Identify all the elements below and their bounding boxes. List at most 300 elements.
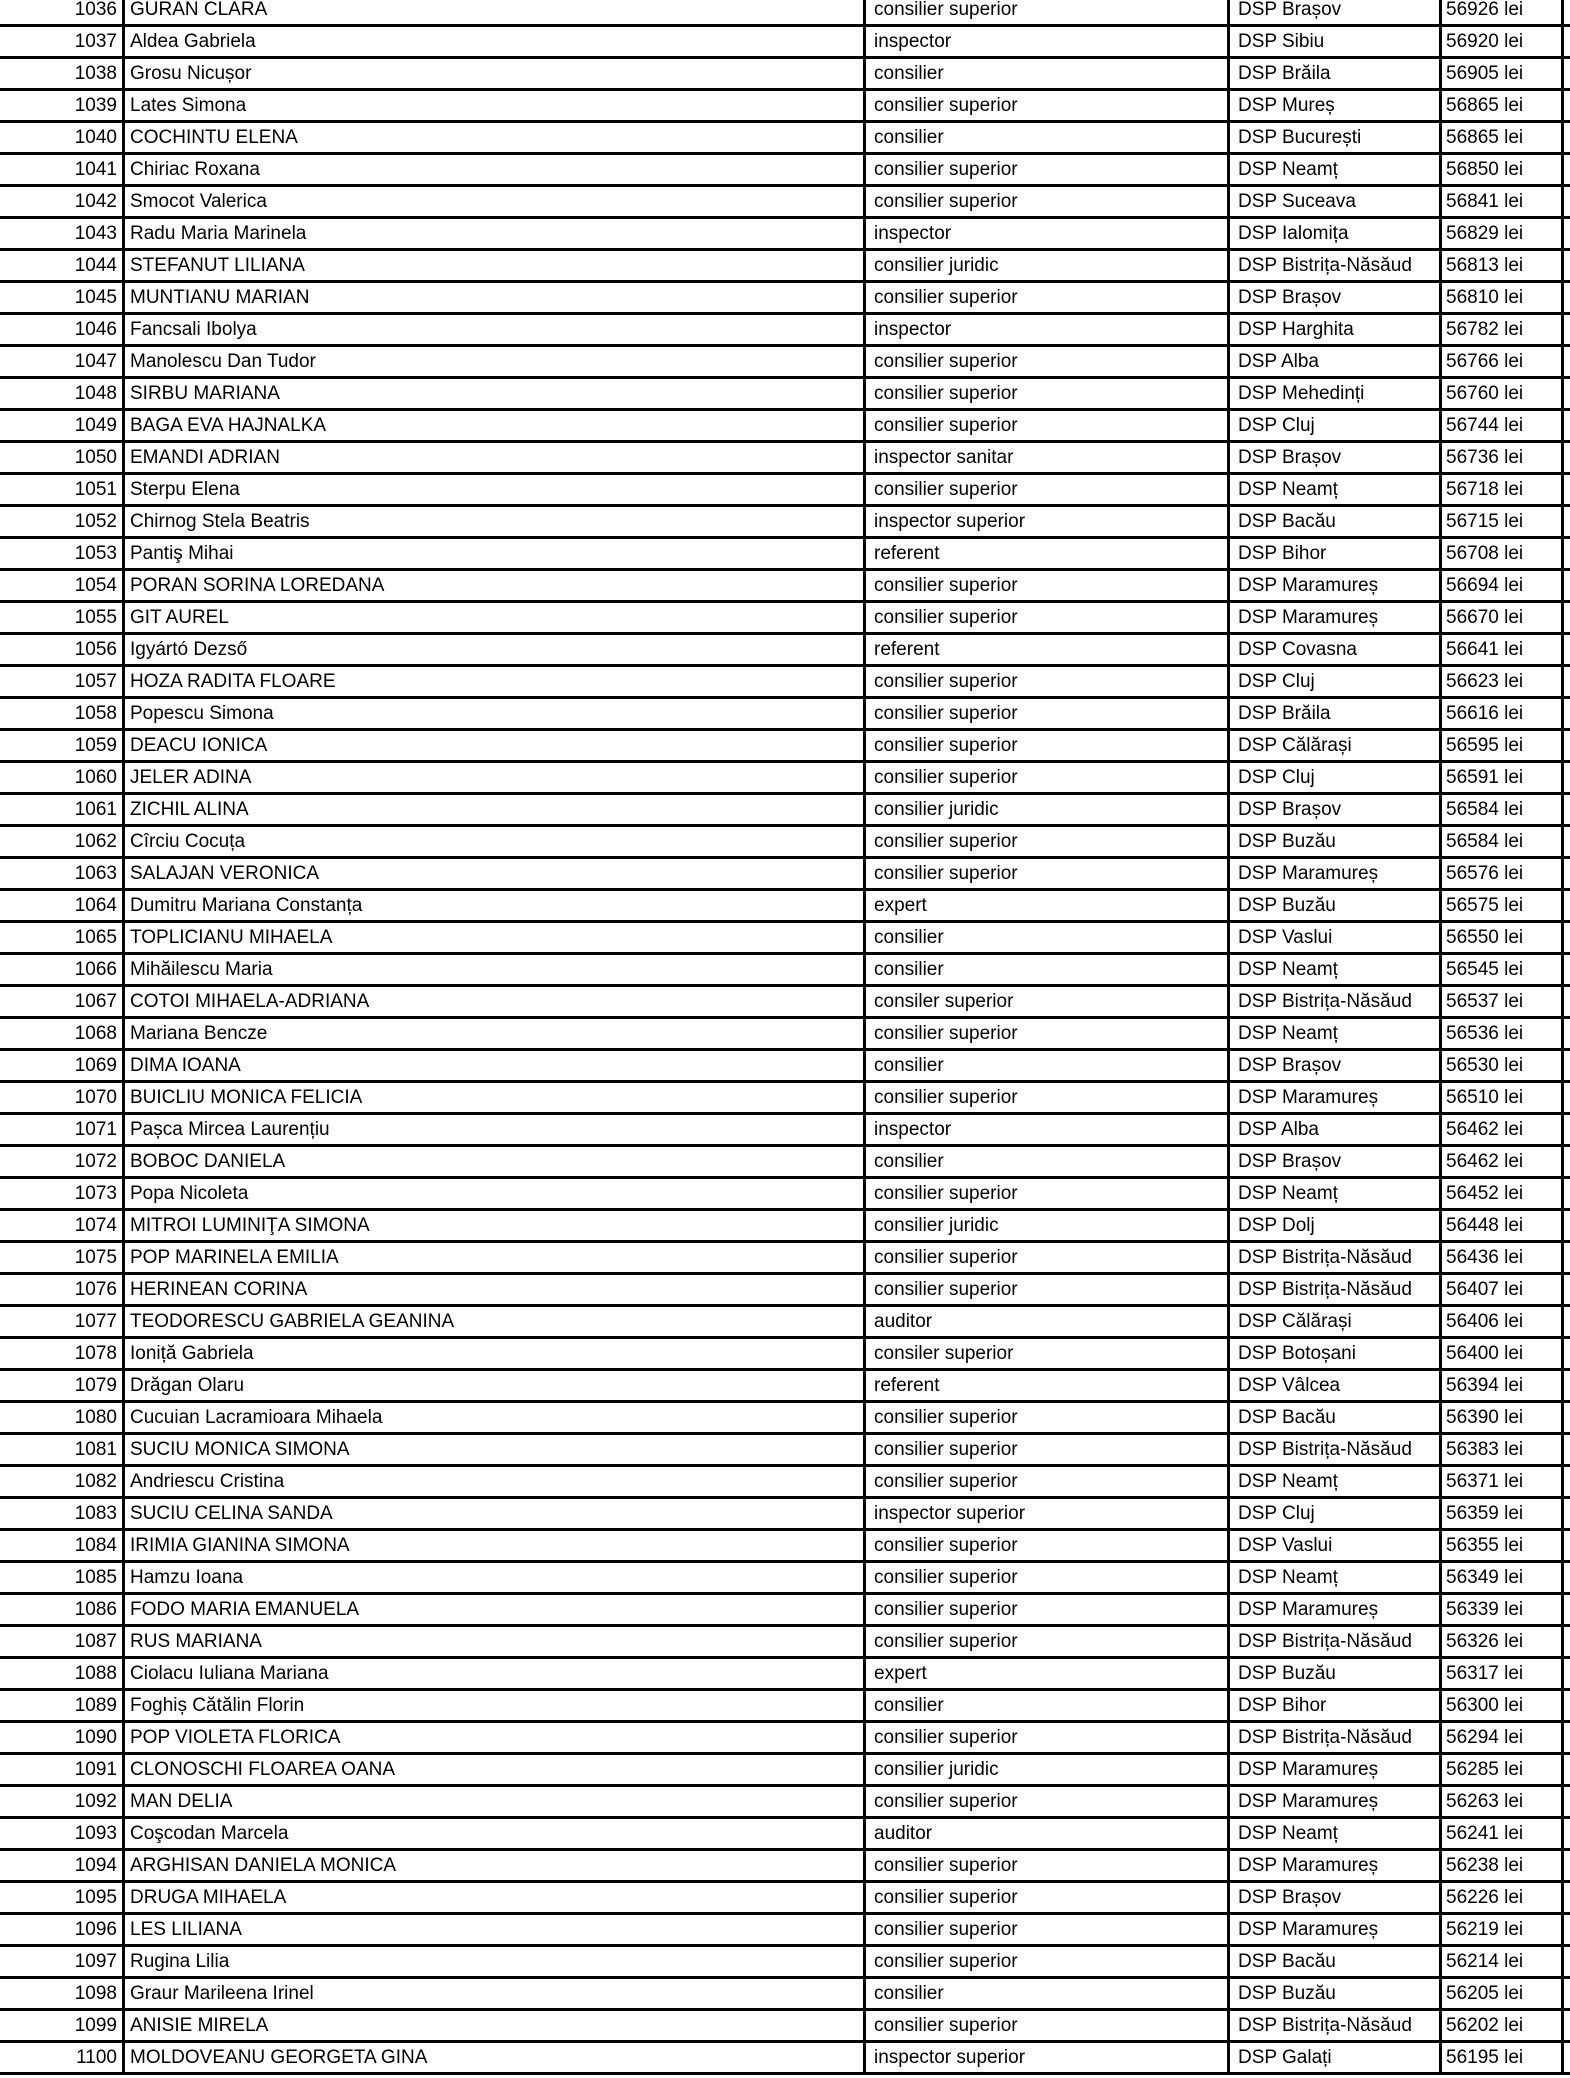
- row-number-cell: 1077: [74, 1311, 117, 1332]
- institution-cell: DSP Brașov: [1227, 0, 1439, 24]
- name-cell: Pașca Mircea Laurențiu: [122, 1115, 863, 1144]
- position-cell: consilier superior: [863, 1435, 1227, 1464]
- table-row: [0, 827, 1570, 859]
- salary-cell: 56736 lei: [1439, 443, 1564, 472]
- name-cell: Hamzu Ioana: [122, 1563, 863, 1592]
- salary-cell: 56744 lei: [1439, 411, 1564, 440]
- row-number-cell: 1088: [74, 1663, 117, 1684]
- salary-cell: 56905 lei: [1439, 59, 1564, 88]
- institution-cell: DSP Călărași: [1227, 1307, 1439, 1336]
- name-cell: PORAN SORINA LOREDANA: [122, 571, 863, 600]
- salary-cell: 56694 lei: [1439, 571, 1564, 600]
- row-number-cell: 1095: [74, 1887, 117, 1908]
- salary-cell: 56865 lei: [1439, 123, 1564, 152]
- position-cell: consilier superior: [863, 1403, 1227, 1432]
- institution-cell: DSP Bistrița-Năsăud: [1227, 987, 1439, 1016]
- institution-cell: DSP Vaslui: [1227, 923, 1439, 952]
- row-number-cell: 1053: [74, 543, 117, 564]
- table-row: [0, 1723, 1570, 1755]
- name-cell: Pantiş Mihai: [122, 539, 863, 568]
- row-number-cell: 1090: [74, 1727, 117, 1748]
- table-row: [0, 571, 1570, 603]
- name-cell: MUNTIANU MARIAN: [122, 283, 863, 312]
- institution-cell: DSP Călărași: [1227, 731, 1439, 760]
- position-cell: consilier juridic: [863, 1755, 1227, 1784]
- institution-cell: DSP București: [1227, 123, 1439, 152]
- table-row: [0, 379, 1570, 411]
- position-cell: referent: [863, 539, 1227, 568]
- position-cell: consilier superior: [863, 187, 1227, 216]
- institution-cell: DSP Bistrița-Năsăud: [1227, 2011, 1439, 2040]
- row-number-cell: 1082: [74, 1471, 117, 1492]
- row-number-cell: 1050: [74, 447, 117, 468]
- table-row: [0, 1371, 1570, 1403]
- name-cell: Cîrciu Cocuța: [122, 827, 863, 856]
- position-cell: referent: [863, 635, 1227, 664]
- salary-cell: 56383 lei: [1439, 1435, 1564, 1464]
- table-row: [0, 667, 1570, 699]
- table-row: [0, 987, 1570, 1019]
- table-row: [0, 347, 1570, 379]
- institution-cell: DSP Brăila: [1227, 59, 1439, 88]
- table-row: [0, 411, 1570, 443]
- name-cell: ANISIE MIRELA: [122, 2011, 863, 2040]
- table-row: [0, 955, 1570, 987]
- name-cell: EMANDI ADRIAN: [122, 443, 863, 472]
- position-cell: consilier superior: [863, 91, 1227, 120]
- table-row: [0, 923, 1570, 955]
- institution-cell: DSP Bistrița-Năsăud: [1227, 1435, 1439, 1464]
- salary-cell: 56339 lei: [1439, 1595, 1564, 1624]
- institution-cell: DSP Buzău: [1227, 1659, 1439, 1688]
- institution-cell: DSP Neamț: [1227, 955, 1439, 984]
- name-cell: TOPLICIANU MIHAELA: [122, 923, 863, 952]
- table-row: [0, 1275, 1570, 1307]
- table-row: [0, 699, 1570, 731]
- position-cell: consiler superior: [863, 1339, 1227, 1368]
- row-number-cell: 1036: [74, 0, 117, 20]
- name-cell: MAN DELIA: [122, 1787, 863, 1816]
- institution-cell: DSP Maramureș: [1227, 1083, 1439, 1112]
- position-cell: consilier superior: [863, 1563, 1227, 1592]
- position-cell: inspector: [863, 315, 1227, 344]
- institution-cell: DSP Maramureș: [1227, 1595, 1439, 1624]
- salary-cell: 56708 lei: [1439, 539, 1564, 568]
- salary-cell: 56718 lei: [1439, 475, 1564, 504]
- position-cell: consilier: [863, 123, 1227, 152]
- table-row: [0, 1531, 1570, 1563]
- name-cell: SIRBU MARIANA: [122, 379, 863, 408]
- table-row: [0, 91, 1570, 123]
- salary-cell: 56359 lei: [1439, 1499, 1564, 1528]
- table-row: [0, 0, 1570, 27]
- position-cell: auditor: [863, 1307, 1227, 1336]
- salary-cell: 56623 lei: [1439, 667, 1564, 696]
- salary-cell: 56317 lei: [1439, 1659, 1564, 1688]
- name-cell: Radu Maria Marinela: [122, 219, 863, 248]
- name-cell: COTOI MIHAELA-ADRIANA: [122, 987, 863, 1016]
- salary-cell: 56349 lei: [1439, 1563, 1564, 1592]
- position-cell: consilier superior: [863, 827, 1227, 856]
- name-cell: HOZA RADITA FLOARE: [122, 667, 863, 696]
- row-number-cell: 1100: [76, 2047, 117, 2068]
- row-number-cell: 1042: [74, 191, 117, 212]
- table-row: [0, 1307, 1570, 1339]
- institution-cell: DSP Vaslui: [1227, 1531, 1439, 1560]
- table-row: [0, 59, 1570, 91]
- table-row: [0, 1115, 1570, 1147]
- table-row: [0, 1019, 1570, 1051]
- name-cell: Grosu Nicușor: [122, 59, 863, 88]
- row-number-cell: 1068: [74, 1023, 117, 1044]
- name-cell: BAGA EVA HAJNALKA: [122, 411, 863, 440]
- position-cell: consilier superior: [863, 475, 1227, 504]
- position-cell: inspector: [863, 219, 1227, 248]
- institution-cell: DSP Bistrița-Năsăud: [1227, 1627, 1439, 1656]
- salary-cell: 56226 lei: [1439, 1883, 1564, 1912]
- name-cell: SUCIU MONICA SIMONA: [122, 1435, 863, 1464]
- name-cell: POP MARINELA EMILIA: [122, 1243, 863, 1272]
- name-cell: Ioniță Gabriela: [122, 1339, 863, 1368]
- table-row: [0, 123, 1570, 155]
- table-row: [0, 763, 1570, 795]
- row-number-cell: 1066: [74, 959, 117, 980]
- salary-cell: 56510 lei: [1439, 1083, 1564, 1112]
- salary-cell: 56920 lei: [1439, 27, 1564, 56]
- institution-cell: DSP Neamț: [1227, 1179, 1439, 1208]
- salary-cell: 56584 lei: [1439, 827, 1564, 856]
- table-row: [0, 2043, 1570, 2075]
- salary-cell: 56195 lei: [1439, 2043, 1564, 2072]
- salary-cell: 56576 lei: [1439, 859, 1564, 888]
- row-number-cell: 1058: [74, 703, 117, 724]
- salary-cell: 56841 lei: [1439, 187, 1564, 216]
- table-row: [0, 1339, 1570, 1371]
- name-cell: MITROI LUMINIŢA SIMONA: [122, 1211, 863, 1240]
- position-cell: consilier superior: [863, 2011, 1227, 2040]
- table-row: [0, 859, 1570, 891]
- institution-cell: DSP Bacău: [1227, 1947, 1439, 1976]
- name-cell: Graur Marileena Irinel: [122, 1979, 863, 2008]
- salary-cell: 56595 lei: [1439, 731, 1564, 760]
- institution-cell: DSP Alba: [1227, 347, 1439, 376]
- institution-cell: DSP Covasna: [1227, 635, 1439, 664]
- institution-cell: DSP Suceava: [1227, 187, 1439, 216]
- institution-cell: DSP Neamț: [1227, 1467, 1439, 1496]
- table-row: [0, 635, 1570, 667]
- table-row: [0, 1403, 1570, 1435]
- salary-cell: 56205 lei: [1439, 1979, 1564, 2008]
- row-number-cell: 1041: [74, 159, 117, 180]
- position-cell: consilier superior: [863, 1883, 1227, 1912]
- position-cell: consilier: [863, 1051, 1227, 1080]
- table-row: [0, 795, 1570, 827]
- table-row: [0, 443, 1570, 475]
- salary-cell: 56285 lei: [1439, 1755, 1564, 1784]
- row-number-cell: 1037: [74, 31, 117, 52]
- institution-cell: DSP Botoșani: [1227, 1339, 1439, 1368]
- position-cell: consilier superior: [863, 1179, 1227, 1208]
- salary-cell: 56214 lei: [1439, 1947, 1564, 1976]
- salary-cell: 56406 lei: [1439, 1307, 1564, 1336]
- table-row: [0, 1179, 1570, 1211]
- row-number-cell: 1055: [74, 607, 117, 628]
- name-cell: Andriescu Cristina: [122, 1467, 863, 1496]
- position-cell: consilier juridic: [863, 251, 1227, 280]
- position-cell: consilier: [863, 955, 1227, 984]
- salary-cell: 56407 lei: [1439, 1275, 1564, 1304]
- institution-cell: DSP Brăila: [1227, 699, 1439, 728]
- salary-cell: 56448 lei: [1439, 1211, 1564, 1240]
- row-number-cell: 1059: [74, 735, 117, 756]
- name-cell: Coşcodan Marcela: [122, 1819, 863, 1848]
- position-cell: inspector superior: [863, 1499, 1227, 1528]
- position-cell: consilier superior: [863, 1275, 1227, 1304]
- institution-cell: DSP Alba: [1227, 1115, 1439, 1144]
- institution-cell: DSP Neamț: [1227, 1563, 1439, 1592]
- name-cell: Ciolacu Iuliana Mariana: [122, 1659, 863, 1688]
- institution-cell: DSP Mureș: [1227, 91, 1439, 120]
- position-cell: consilier superior: [863, 1595, 1227, 1624]
- position-cell: inspector sanitar: [863, 443, 1227, 472]
- row-number-cell: 1093: [74, 1823, 117, 1844]
- institution-cell: DSP Neamț: [1227, 475, 1439, 504]
- row-number-cell: 1043: [74, 223, 117, 244]
- salary-cell: 56400 lei: [1439, 1339, 1564, 1368]
- name-cell: JELER ADINA: [122, 763, 863, 792]
- salary-cell: 56294 lei: [1439, 1723, 1564, 1752]
- row-number-cell: 1069: [74, 1055, 117, 1076]
- name-cell: Aldea Gabriela: [122, 27, 863, 56]
- row-number-cell: 1054: [74, 575, 117, 596]
- position-cell: consilier superior: [863, 347, 1227, 376]
- position-cell: expert: [863, 891, 1227, 920]
- row-number-cell: 1076: [74, 1279, 117, 1300]
- institution-cell: DSP Brașov: [1227, 1147, 1439, 1176]
- position-cell: consilier superior: [863, 667, 1227, 696]
- salary-cell: 56219 lei: [1439, 1915, 1564, 1944]
- name-cell: SALAJAN VERONICA: [122, 859, 863, 888]
- position-cell: consilier: [863, 1979, 1227, 2008]
- row-number-cell: 1071: [74, 1119, 117, 1140]
- table-row: [0, 1787, 1570, 1819]
- row-number-cell: 1047: [74, 351, 117, 372]
- name-cell: Manolescu Dan Tudor: [122, 347, 863, 376]
- table-row: [0, 891, 1570, 923]
- salary-cell: 56545 lei: [1439, 955, 1564, 984]
- name-cell: GIT AUREL: [122, 603, 863, 632]
- salary-cell: 56616 lei: [1439, 699, 1564, 728]
- row-number-cell: 1072: [74, 1151, 117, 1172]
- salary-cell: 56462 lei: [1439, 1147, 1564, 1176]
- name-cell: Cucuian Lacramioara Mihaela: [122, 1403, 863, 1432]
- position-cell: consilier superior: [863, 699, 1227, 728]
- salary-cell: 56829 lei: [1439, 219, 1564, 248]
- row-number-cell: 1098: [74, 1983, 117, 2004]
- row-number-cell: 1049: [74, 415, 117, 436]
- table-row: [0, 27, 1570, 59]
- institution-cell: DSP Sibiu: [1227, 27, 1439, 56]
- institution-cell: DSP Bihor: [1227, 539, 1439, 568]
- table-row: [0, 1435, 1570, 1467]
- position-cell: consilier: [863, 1691, 1227, 1720]
- institution-cell: DSP Vâlcea: [1227, 1371, 1439, 1400]
- name-cell: Popescu Simona: [122, 699, 863, 728]
- salary-cell: 56810 lei: [1439, 283, 1564, 312]
- institution-cell: DSP Brașov: [1227, 1051, 1439, 1080]
- position-cell: consilier superior: [863, 1019, 1227, 1048]
- row-number-cell: 1070: [74, 1087, 117, 1108]
- row-number-cell: 1039: [74, 95, 117, 116]
- salary-cell: 56575 lei: [1439, 891, 1564, 920]
- institution-cell: DSP Dolj: [1227, 1211, 1439, 1240]
- table-row: [0, 1947, 1570, 1979]
- position-cell: consilier superior: [863, 763, 1227, 792]
- institution-cell: DSP Bistrița-Năsăud: [1227, 251, 1439, 280]
- salary-cell: 56926 lei: [1439, 0, 1564, 24]
- row-number-cell: 1075: [74, 1247, 117, 1268]
- position-cell: inspector: [863, 1115, 1227, 1144]
- table-row: [0, 1499, 1570, 1531]
- name-cell: ARGHISAN DANIELA MONICA: [122, 1851, 863, 1880]
- row-number-cell: 1060: [74, 767, 117, 788]
- row-number-cell: 1078: [74, 1343, 117, 1364]
- table-row: [0, 1659, 1570, 1691]
- institution-cell: DSP Brașov: [1227, 1883, 1439, 1912]
- salary-cell: 56371 lei: [1439, 1467, 1564, 1496]
- row-number-cell: 1084: [74, 1535, 117, 1556]
- institution-cell: DSP Maramureș: [1227, 571, 1439, 600]
- row-number-cell: 1056: [74, 639, 117, 660]
- salary-cell: 56782 lei: [1439, 315, 1564, 344]
- position-cell: consilier superior: [863, 1915, 1227, 1944]
- table-row: [0, 475, 1570, 507]
- row-number-cell: 1046: [74, 319, 117, 340]
- name-cell: CLONOSCHI FLOAREA OANA: [122, 1755, 863, 1784]
- institution-cell: DSP Cluj: [1227, 1499, 1439, 1528]
- row-number-cell: 1067: [74, 991, 117, 1012]
- name-cell: MOLDOVEANU GEORGETA GINA: [122, 2043, 863, 2072]
- institution-cell: DSP Harghita: [1227, 315, 1439, 344]
- salary-cell: 56355 lei: [1439, 1531, 1564, 1560]
- position-cell: consilier superior: [863, 1851, 1227, 1880]
- name-cell: BUICLIU MONICA FELICIA: [122, 1083, 863, 1112]
- salary-cell: 56715 lei: [1439, 507, 1564, 536]
- position-cell: consilier superior: [863, 411, 1227, 440]
- table-row: [0, 507, 1570, 539]
- row-number-cell: 1064: [74, 895, 117, 916]
- row-number-cell: 1052: [74, 511, 117, 532]
- row-number-cell: 1048: [74, 383, 117, 404]
- name-cell: Dumitru Mariana Constanța: [122, 891, 863, 920]
- position-cell: consilier: [863, 1147, 1227, 1176]
- institution-cell: DSP Brașov: [1227, 443, 1439, 472]
- institution-cell: DSP Buzău: [1227, 891, 1439, 920]
- row-number-cell: 1097: [74, 1951, 117, 1972]
- salary-cell: 56390 lei: [1439, 1403, 1564, 1432]
- table-row: [0, 1979, 1570, 2011]
- row-number-cell: 1080: [74, 1407, 117, 1428]
- position-cell: consilier superior: [863, 731, 1227, 760]
- salary-cell: 56462 lei: [1439, 1115, 1564, 1144]
- position-cell: auditor: [863, 1819, 1227, 1848]
- position-cell: consilier superior: [863, 603, 1227, 632]
- institution-cell: DSP Bistrița-Năsăud: [1227, 1275, 1439, 1304]
- row-number-cell: 1099: [74, 2015, 117, 2036]
- salary-cell: 56436 lei: [1439, 1243, 1564, 1272]
- salary-cell: 56326 lei: [1439, 1627, 1564, 1656]
- institution-cell: DSP Mehedinți: [1227, 379, 1439, 408]
- salary-cell: 56813 lei: [1439, 251, 1564, 280]
- position-cell: consilier superior: [863, 155, 1227, 184]
- table-row: [0, 1755, 1570, 1787]
- table-row: [0, 731, 1570, 763]
- name-cell: Foghiș Cătălin Florin: [122, 1691, 863, 1720]
- name-cell: FODO MARIA EMANUELA: [122, 1595, 863, 1624]
- table-row: [0, 187, 1570, 219]
- position-cell: consilier superior: [863, 1787, 1227, 1816]
- row-number-cell: 1081: [74, 1439, 117, 1460]
- position-cell: inspector: [863, 27, 1227, 56]
- name-cell: Mihăilescu Maria: [122, 955, 863, 984]
- name-cell: Chirnog Stela Beatris: [122, 507, 863, 536]
- table-row: [0, 283, 1570, 315]
- position-cell: consilier superior: [863, 1947, 1227, 1976]
- position-cell: referent: [863, 1371, 1227, 1400]
- name-cell: LES LILIANA: [122, 1915, 863, 1944]
- position-cell: consilier superior: [863, 283, 1227, 312]
- table-row: [0, 1691, 1570, 1723]
- table-row: [0, 155, 1570, 187]
- table-row: [0, 251, 1570, 283]
- position-cell: consilier superior: [863, 1083, 1227, 1112]
- table-row: [0, 219, 1570, 251]
- table-row: [0, 603, 1570, 635]
- row-number-cell: 1079: [74, 1375, 117, 1396]
- salary-cell: 56591 lei: [1439, 763, 1564, 792]
- position-cell: inspector superior: [863, 507, 1227, 536]
- name-cell: GURAN CLARA: [122, 0, 863, 24]
- salary-cell: 56241 lei: [1439, 1819, 1564, 1848]
- salary-cell: 56300 lei: [1439, 1691, 1564, 1720]
- row-number-cell: 1045: [74, 287, 117, 308]
- institution-cell: DSP Brașov: [1227, 795, 1439, 824]
- table-row: [0, 539, 1570, 571]
- position-cell: consilier superior: [863, 1467, 1227, 1496]
- row-number-cell: 1085: [74, 1567, 117, 1588]
- row-number-cell: 1040: [74, 127, 117, 148]
- row-number-cell: 1044: [74, 255, 117, 276]
- institution-cell: DSP Neamț: [1227, 1019, 1439, 1048]
- institution-cell: DSP Buzău: [1227, 1979, 1439, 2008]
- table-row: [0, 1211, 1570, 1243]
- row-number-cell: 1061: [74, 799, 117, 820]
- position-cell: consilier superior: [863, 1723, 1227, 1752]
- position-cell: consilier juridic: [863, 795, 1227, 824]
- name-cell: Smocot Valerica: [122, 187, 863, 216]
- name-cell: Chiriac Roxana: [122, 155, 863, 184]
- table-row: [0, 1819, 1570, 1851]
- row-number-cell: 1086: [74, 1599, 117, 1620]
- salary-cell: 56394 lei: [1439, 1371, 1564, 1400]
- salary-cell: 56865 lei: [1439, 91, 1564, 120]
- position-cell: consilier superior: [863, 0, 1227, 24]
- salary-cell: 56202 lei: [1439, 2011, 1564, 2040]
- institution-cell: DSP Bihor: [1227, 1691, 1439, 1720]
- institution-cell: DSP Cluj: [1227, 411, 1439, 440]
- row-number-cell: 1063: [74, 863, 117, 884]
- table-row: [0, 2011, 1570, 2043]
